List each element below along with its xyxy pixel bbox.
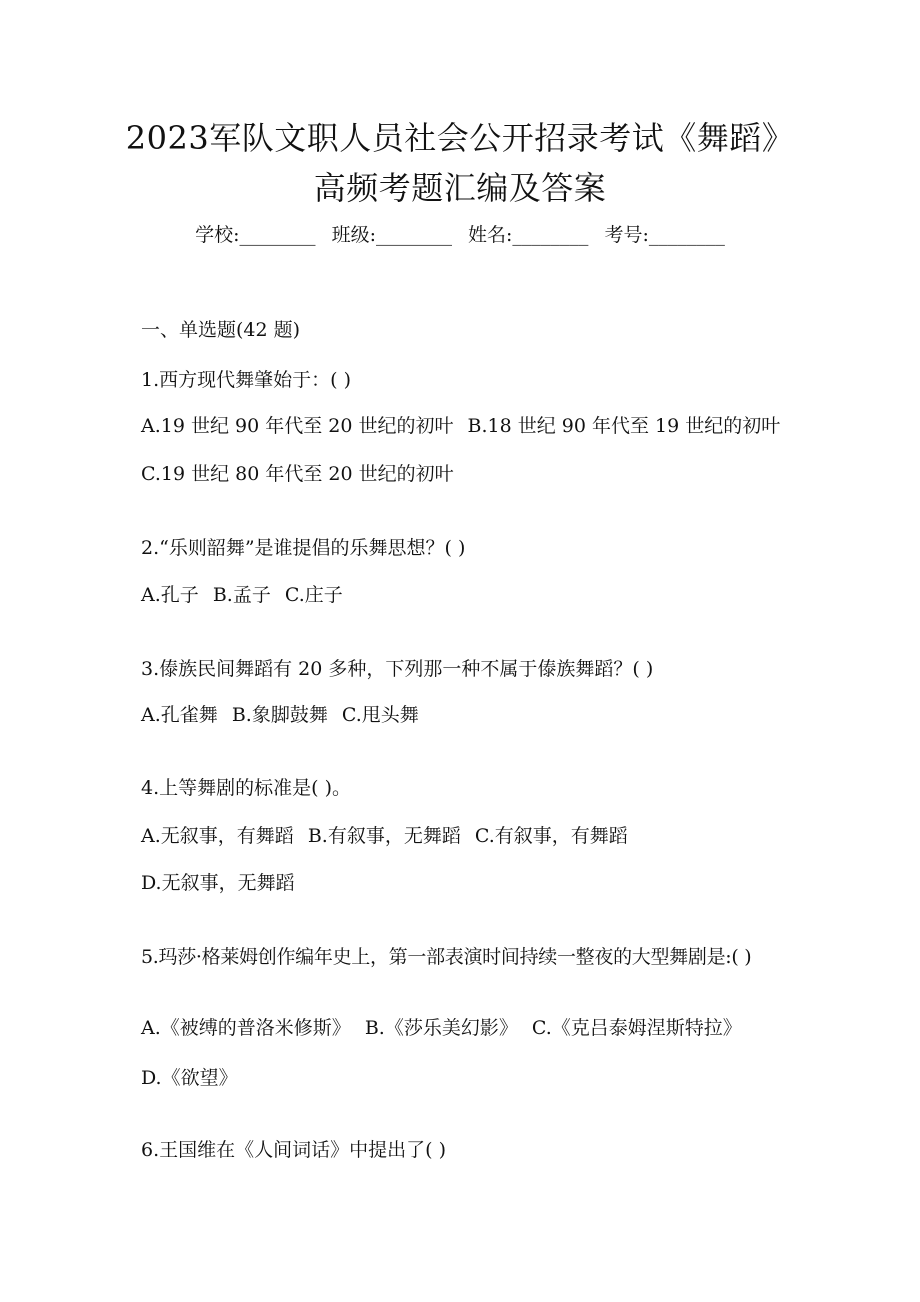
question-2-option-b: B.孟子 <box>212 584 271 606</box>
question-2-stem: 2.“乐则韶舞”是谁提倡的乐舞思想？( ) <box>141 537 466 559</box>
document-title-line-1: 2023军队文职人员社会公开招录考试《舞蹈》 <box>125 119 795 157</box>
question-4-option-d: D.无叙事，无舞蹈 <box>141 872 295 894</box>
name-field: 姓名:________ <box>468 224 589 246</box>
question-1-option-b: B.18 世纪 90 年代至 19 世纪的初叶 <box>467 415 781 437</box>
question-4-option-a: A.无叙事，有舞蹈 <box>141 825 294 847</box>
section-heading: 一、单选题(42 题) <box>141 319 301 341</box>
exam-number-field: 考号:________ <box>604 224 725 246</box>
question-6-stem: 6.王国维在《人间词话》中提出了( ) <box>141 1139 446 1161</box>
question-1-stem: 1.西方现代舞肇始于：( ) <box>141 369 351 391</box>
question-2-option-c: C.庄子 <box>284 584 343 606</box>
question-5-option-c: C.《克吕泰姆涅斯特拉》 <box>531 1017 742 1039</box>
school-field: 学校:________ <box>195 224 316 246</box>
question-5-option-a: A.《被缚的普洛米修斯》 <box>141 1017 351 1039</box>
question-2-option-a: A.孔子 <box>141 584 199 606</box>
question-5-stem: 5.玛莎·格莱姆创作编年史上，第一部表演时间持续一整夜的大型舞剧是:( ) <box>141 946 752 968</box>
document-title-line-2: 高频考题汇编及答案 <box>313 169 607 207</box>
question-5-options-row-1 <box>141 1015 742 1041</box>
question-1-option-c: C.19 世纪 80 年代至 20 世纪的初叶 <box>141 463 454 485</box>
question-1-options-row-1 <box>141 413 780 439</box>
question-3-option-a: A.孔雀舞 <box>141 704 218 726</box>
question-5-option-b: B.《莎乐美幻影》 <box>364 1017 518 1039</box>
question-4-option-c: C.有叙事，有舞蹈 <box>474 825 628 847</box>
question-3-stem: 3.傣族民间舞蹈有 20 多种，下列那一种不属于傣族舞蹈？( ) <box>141 658 654 680</box>
question-4-stem: 4.上等舞剧的标准是( )。 <box>141 777 351 799</box>
question-5-option-d: D.《欲望》 <box>141 1067 238 1089</box>
question-4-options-row-1 <box>141 823 628 849</box>
question-1-option-a: A.19 世纪 90 年代至 20 世纪的初叶 <box>141 415 454 437</box>
student-info-row <box>0 222 920 248</box>
question-3-options <box>141 702 419 728</box>
question-4-option-b: B.有叙事，无舞蹈 <box>307 825 461 847</box>
question-2-options <box>141 582 343 608</box>
class-field: 班级:________ <box>331 224 452 246</box>
question-3-option-c: C.甩头舞 <box>341 704 419 726</box>
question-3-option-b: B.象脚鼓舞 <box>231 704 328 726</box>
